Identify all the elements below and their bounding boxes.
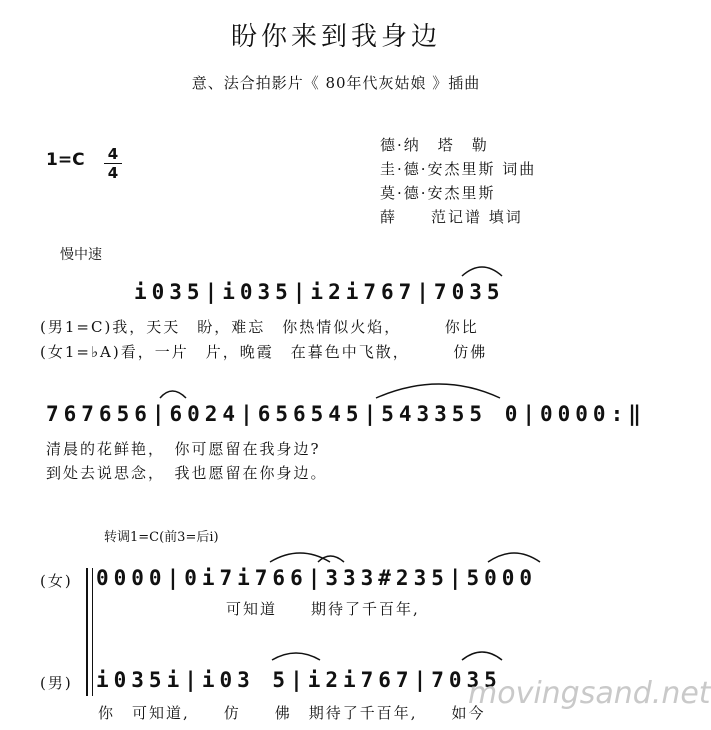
credit-line-3: 莫·德·安杰里斯	[380, 184, 496, 202]
part-label-male: (男)	[40, 674, 73, 692]
slur-2	[160, 391, 186, 398]
song-subtitle: 意、法合拍影片《 80年代灰姑娘 》插曲	[191, 74, 481, 92]
lyric-line-1-female: (女1=♭A)看，一片 片，晚霞 在暮色中飞散， 仿佛	[40, 343, 488, 361]
lyric-line-1-male: (男1=C)我，天天 盼，难忘 你热情似火焰， 你比	[40, 318, 479, 336]
tempo-marking: 慢中速	[60, 247, 102, 263]
slur-4	[270, 553, 330, 562]
notation-line-2: 767656|6024|656545|543355 0|0000:‖	[46, 402, 646, 426]
notation-line-4: i035i|i03 5|i2i767|7035	[96, 668, 502, 692]
meter-top: 4	[107, 145, 119, 163]
slur-5	[318, 556, 344, 562]
slur-3	[376, 384, 500, 398]
modulation-marking: 转调1=C(前3=后i)	[104, 530, 219, 545]
lyric-line-3: 可知道 期待了千百年,	[226, 600, 420, 618]
key-signature: 1=C	[46, 150, 85, 170]
notation-line-3: 0000|0i7i766|333#235|5000	[96, 566, 538, 590]
part-label-female: (女)	[40, 572, 73, 590]
lyric-line-2a: 清晨的花鲜艳， 你可愿留在我身边?	[46, 440, 321, 458]
slur-7	[272, 653, 320, 660]
song-title: 盼你来到我身边	[230, 22, 441, 52]
watermark: movingsand.net	[468, 676, 711, 711]
slur-8	[462, 652, 502, 660]
meter-bottom: 4	[107, 164, 119, 182]
credit-line-1: 德·纳 塔 勒	[380, 136, 489, 154]
credit-line-2: 圭·德·安杰里斯 词曲	[380, 160, 537, 178]
credit-line-4: 薛 范记谱 填词	[380, 208, 523, 226]
slur-1	[462, 267, 502, 276]
lyric-line-4: 你 可知道, 仿 佛 期待了千百年, 如今	[98, 704, 486, 722]
slur-6	[488, 553, 540, 562]
lyric-line-2b: 到处去说思念， 我也愿留在你身边。	[46, 464, 328, 482]
notation-line-1: i035|i035|i2i767|7035	[134, 280, 505, 304]
